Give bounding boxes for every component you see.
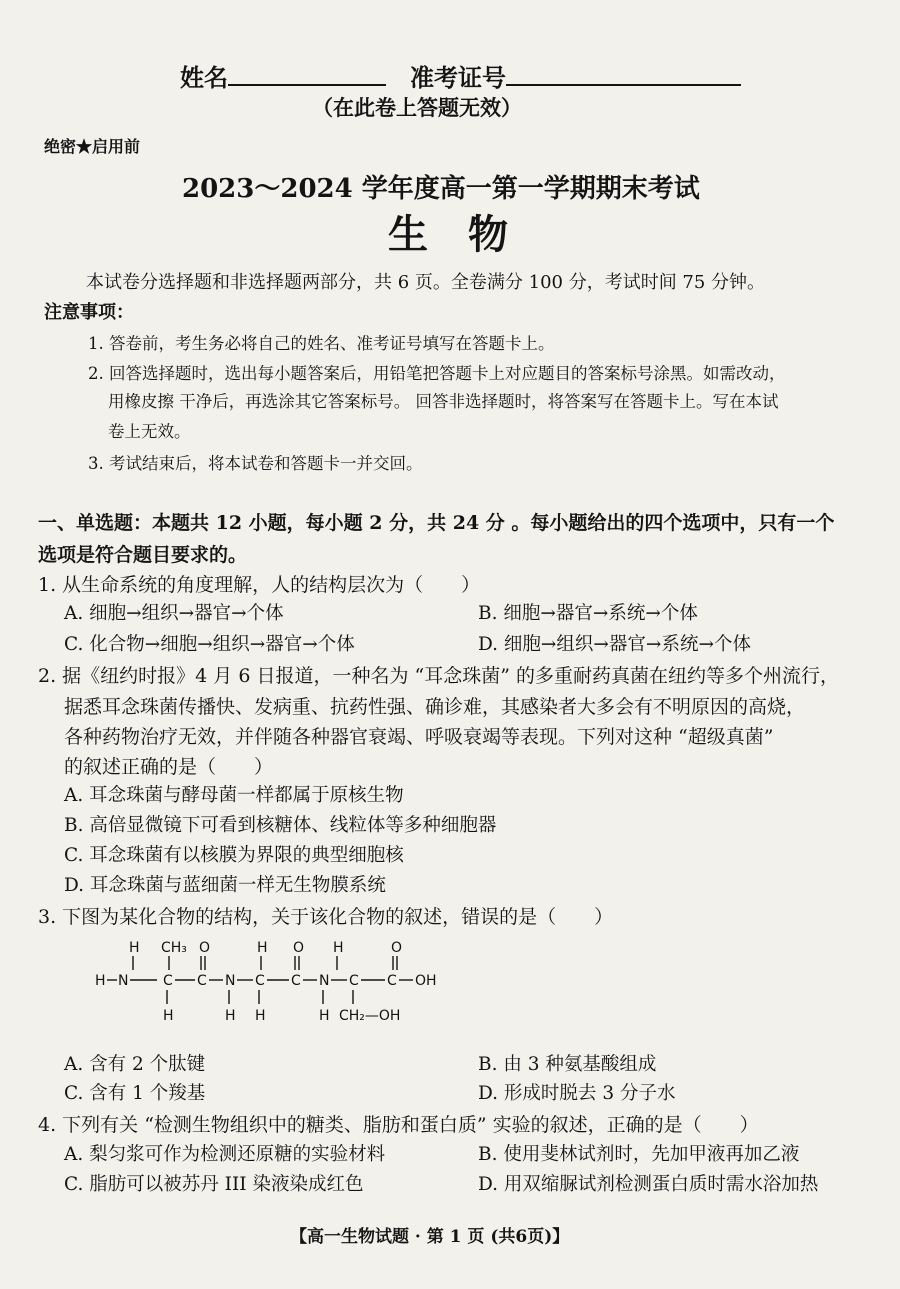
formula-h-bottom-3: H — [255, 1008, 266, 1024]
formula-h-top-3: H — [333, 940, 344, 956]
formula-h-top-2: H — [257, 940, 268, 956]
secret-label: 绝密★启用前 — [44, 137, 141, 156]
exam-title: 2023～2024 学年度高一第一学期期末考试 — [182, 174, 700, 204]
formula-ch3: CH₃ — [161, 940, 187, 956]
notes-heading: 注意事项： — [44, 302, 134, 323]
formula-h-left: H — [95, 973, 106, 989]
q3-option-c: C. 含有 1 个羧基 — [64, 1083, 206, 1104]
q3-stem: 3. 下图为某化合物的结构，关于该化合物的叙述，错误的是（ ） — [38, 906, 614, 928]
q3-option-b: B. 由 3 种氨基酸组成 — [478, 1054, 657, 1075]
q2-option-b: B. 高倍显微镜下可看到核糖体、线粒体等多种细胞器 — [64, 815, 497, 836]
subject-title: 生 物 — [388, 211, 508, 258]
q2-stem-2: 据悉耳念珠菌传播快、发病重、抗药性强、确诊难，其感染者大多会有不明原因的高烧， — [64, 696, 806, 718]
formula-c-1: C — [163, 973, 173, 989]
note-2c: 卷上无效。 — [108, 422, 191, 441]
intro-text: 本试卷分选择题和非选择题两部分，共 6 页。全卷满分 100 分，考试时间 75 分钟。 — [86, 272, 766, 293]
formula-o-2: O — [293, 940, 305, 956]
q1-stem: 1. 从生命系统的角度理解，人的结构层次为（ ） — [38, 574, 481, 596]
q1-option-b: B. 细胞→器官→系统→个体 — [478, 603, 698, 624]
formula-o-1: O — [199, 940, 211, 956]
formula-h-bottom-1: H — [163, 1008, 174, 1024]
section1-line1: 一、单选题：本题共 12 小题，每小题 2 分，共 24 分 。每小题给出的四个选项中，只有一个 — [38, 512, 835, 534]
formula-c-3: C — [255, 973, 265, 989]
note-3: 3. 考试结束后，将本试卷和答题卡一并交回。 — [88, 454, 423, 473]
formula-c-2: C — [197, 973, 207, 989]
invalid-notice: （在此卷上答题无效） — [312, 95, 522, 120]
q4-stem: 4. 下列有关 “检测生物组织中的糖类、脂肪和蛋白质” 实验的叙述，正确的是（ ） — [38, 1114, 759, 1136]
q2-stem-3: 各种药物治疗无效，并伴随各种器官衰竭、呼吸衰竭等表现。下列对这种 “超级真菌” — [64, 726, 774, 748]
section1-line2: 选项是符合题目要求的。 — [38, 544, 248, 566]
note-2a: 2. 回答选择题时，选出每小题答案后，用铅笔把答题卡上对应题目的答案标号涂黑。如需改动， — [88, 364, 786, 383]
exam-no-field — [410, 58, 741, 93]
formula-c-6: C — [387, 973, 397, 989]
note-2b: 用橡皮擦 干净后，再选涂其它答案标号。 回答非选择题时，将答案写在答题卡上。写在本试 — [108, 392, 779, 411]
formula-h-top-1: H — [129, 940, 140, 956]
q4-option-d: D. 用双缩脲试剂检测蛋白质时需水浴加热 — [478, 1174, 819, 1195]
name-field — [180, 58, 386, 93]
exam-no-label: 准考证号 — [410, 63, 506, 92]
page-footer: 【高一生物试题 · 第 1 页 (共6页)】 — [290, 1227, 570, 1247]
q4-option-b: B. 使用斐林试剂时，先加甲液再加乙液 — [478, 1144, 800, 1165]
q1-option-d: D. 细胞→组织→器官→系统→个体 — [478, 634, 751, 655]
q4-option-a: A. 梨匀浆可作为检测还原糖的实验材料 — [64, 1144, 386, 1165]
q1-option-c: C. 化合物→细胞→组织→器官→个体 — [64, 634, 355, 655]
formula-o-3: O — [391, 940, 403, 956]
formula-n-1: N — [118, 973, 129, 989]
q3-option-d: D. 形成时脱去 3 分子水 — [478, 1083, 676, 1104]
q1-option-a: A. 细胞→组织→器官→个体 — [64, 603, 284, 624]
formula-c-4: C — [291, 973, 301, 989]
q2-option-d: D. 耳念珠菌与蓝细菌一样无生物膜系统 — [64, 875, 386, 896]
exam-no-blank — [506, 84, 741, 86]
formula-ch2oh: CH₂—OH — [339, 1008, 401, 1024]
q2-option-a: A. 耳念珠菌与酵母菌一样都属于原核生物 — [64, 785, 404, 806]
q2-option-c: C. 耳念珠菌有以核膜为界限的典型细胞核 — [64, 845, 404, 866]
q3-option-a: A. 含有 2 个肽键 — [64, 1054, 206, 1075]
q2-stem-4: 的叙述正确的是（ ） — [64, 756, 274, 778]
formula-h-bottom-2: H — [225, 1008, 236, 1024]
formula-n-2: N — [225, 973, 236, 989]
name-label: 姓名 — [180, 63, 228, 92]
formula-oh-end: OH — [415, 973, 437, 989]
q4-option-c: C. 脂肪可以被苏丹 III 染液染成红色 — [64, 1174, 364, 1195]
name-blank — [228, 84, 386, 86]
q2-stem-1: 2. 据《纽约时报》4 月 6 日报道，一种名为 “耳念珠菌” 的多重耐药真菌在纽约等多个州流行， — [38, 665, 839, 687]
note-1: 1. 答卷前，考生务必将自己的姓名、准考证号填写在答题卡上。 — [88, 334, 555, 353]
formula-n-3: N — [319, 973, 330, 989]
formula-h-bottom-4: H — [319, 1008, 330, 1024]
formula-c-5: C — [349, 973, 359, 989]
tripeptide-structure-diagram — [95, 938, 455, 1028]
